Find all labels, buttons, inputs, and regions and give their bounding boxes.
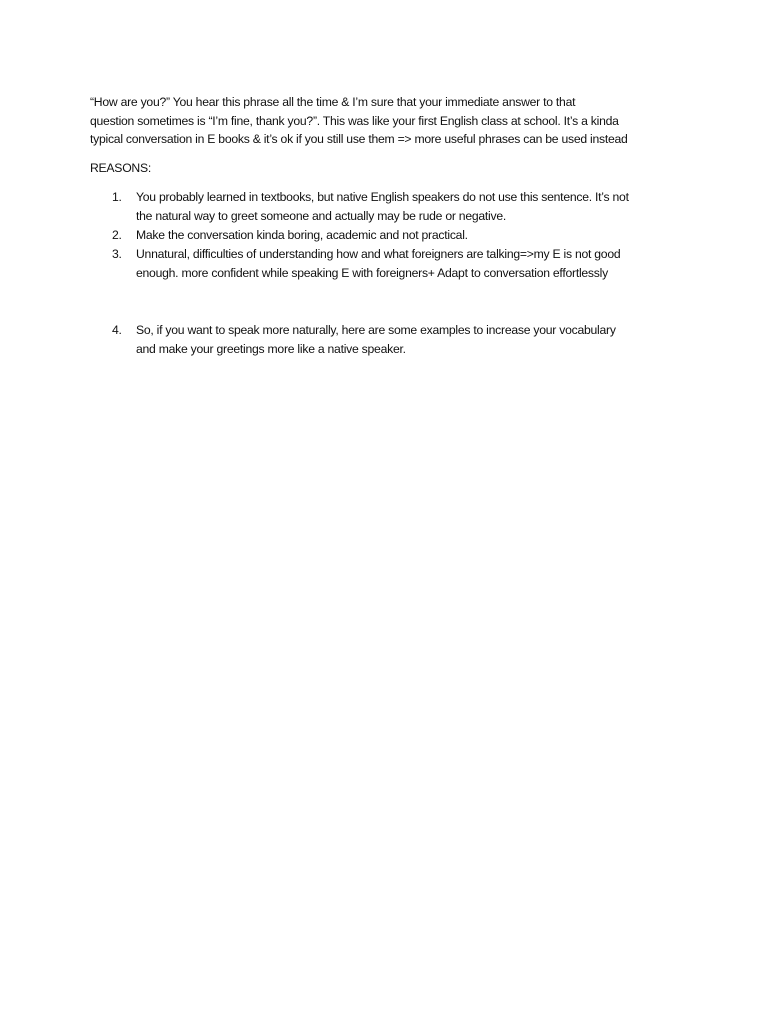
intro-line: “How are you?” You hear this phrase all the time & I’m sure that your immediate answer to that	[90, 95, 576, 109]
list-item-line: the natural way to greet someone and actually may be rude or negative.	[136, 208, 507, 223]
list-item-line: Make the conversation kinda boring, academic and not practical.	[136, 228, 468, 242]
list-item-line: and make your greetings more like a native speaker.	[136, 341, 406, 356]
list-item-line: enough. more confident while speaking E with foreigners+ Adapt to conversation effortlessly	[136, 265, 608, 280]
intro-line: typical conversation in E books & it’s ok if you still use them => more useful phrases can be used instead	[90, 132, 628, 146]
intro-paragraph	[90, 93, 628, 149]
intro-line: question sometimes is “I’m fine, thank you?”. This was like your first English class at school. It’s a kinda	[90, 113, 619, 128]
list-item-number: 2.	[112, 228, 122, 242]
list-item-text	[136, 188, 629, 225]
reasons-heading: REASONS:	[90, 161, 151, 175]
list-item-text	[136, 321, 616, 358]
list-item-line: So, if you want to speak more naturally, here are some examples to increase your vocabulary	[136, 323, 616, 337]
list-item-line: Unnatural, difficulties of understanding how and what foreigners are talking=>my E is not good	[136, 247, 621, 261]
list-item-number: 3.	[112, 247, 122, 261]
list-item-text	[136, 245, 620, 282]
list-item-number: 4.	[112, 323, 122, 337]
list-item-line: You probably learned in textbooks, but native English speakers do not use this sentence. It’s not	[136, 190, 629, 204]
list-item-text	[136, 226, 468, 245]
list-item-number: 1.	[112, 190, 122, 204]
